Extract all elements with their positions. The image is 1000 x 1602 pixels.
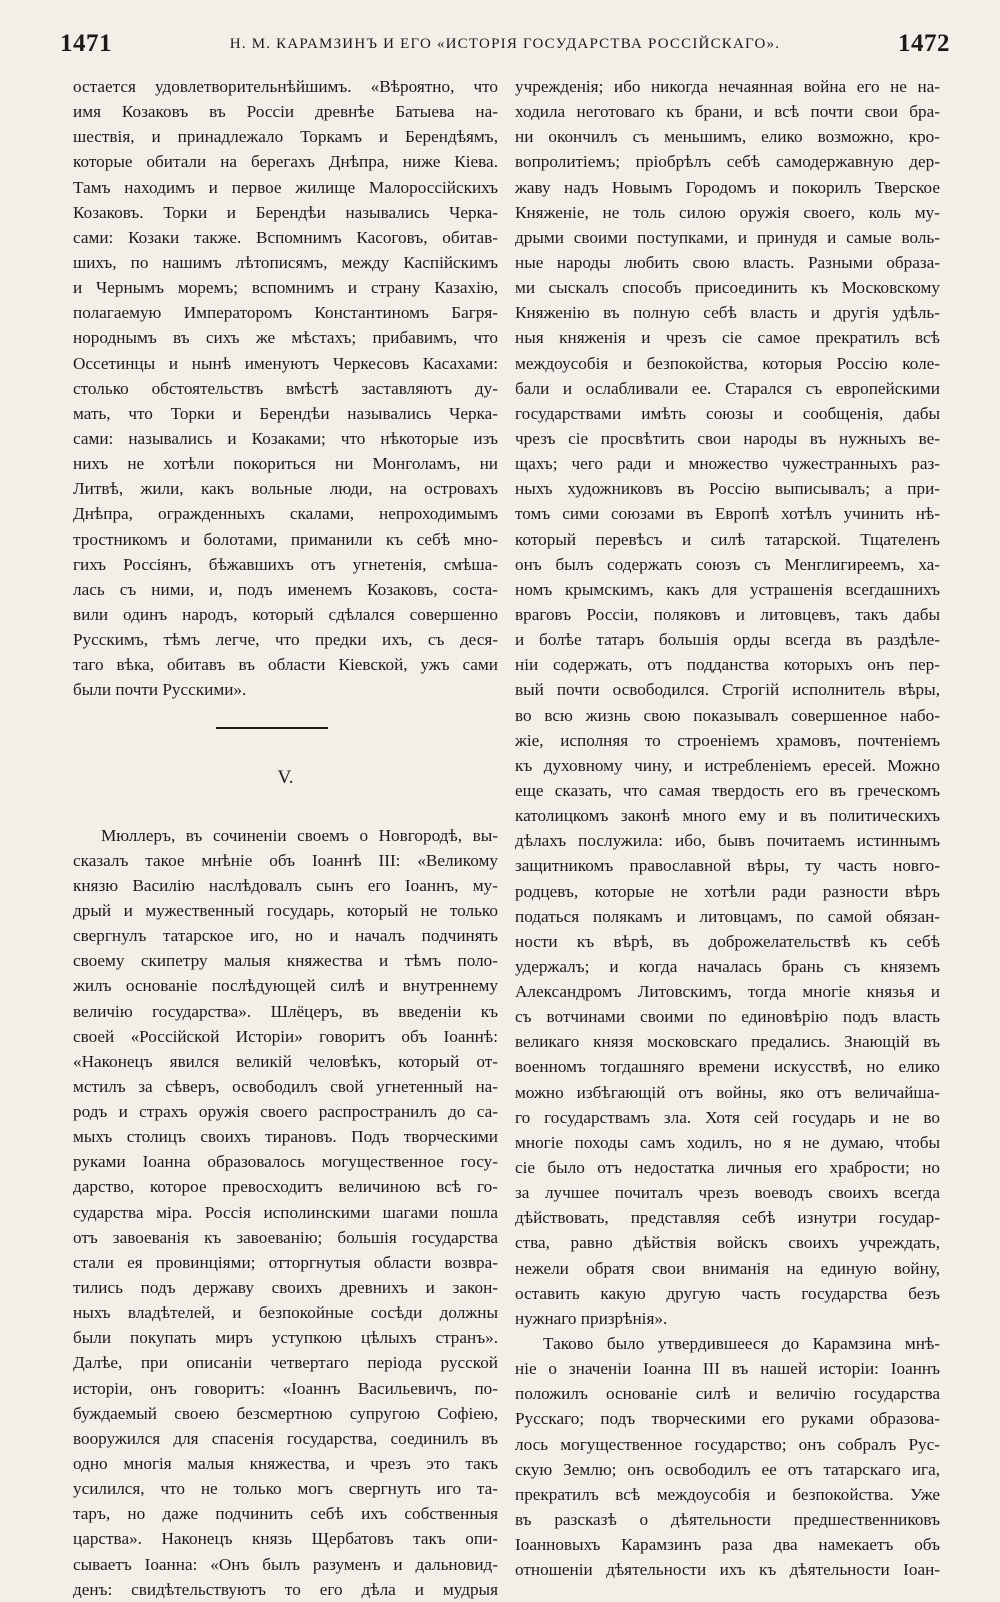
text-line: удержалъ; и когда началась брань съ княземъ: [515, 956, 940, 976]
text-line: щахъ; чего ради и множество чужестранныхъ раз-: [515, 454, 940, 474]
text-line: сами: назывались и Козаками; что нѣкоторые изъ: [73, 428, 498, 448]
right-column: [515, 74, 940, 1582]
text-line: жіе, исполняя то строеніемъ храмовъ, почтеніемъ: [515, 730, 940, 750]
text-line: томъ сими союзами въ Европѣ хотѣлъ учинить нѣ-: [515, 504, 940, 524]
text-line: во всю жизнь свою показывалъ совершенное набо-: [515, 705, 940, 725]
text-line: сударства міра. Россія исполинскими шагами пошла: [73, 1202, 498, 1222]
text-line: полагаемую Императоромъ Константиномъ Багря-: [73, 303, 498, 323]
section-heading: V.: [277, 766, 294, 788]
text-line: ные народы любить свою власть. Разными образа-: [515, 252, 940, 272]
text-line: оставить какую другую часть государства безъ: [515, 1283, 940, 1303]
text-line: таръ, но даже подчинить себѣ ихъ собственныя: [73, 1504, 498, 1524]
text-line: государствами имѣть союзы и сообщенія, дабы: [515, 403, 940, 423]
text-line: и Чернымъ моремъ; вспомнимъ и страну Казахію,: [73, 278, 498, 298]
text-line: ности къ вѣрѣ, въ доброжелательствѣ къ себѣ: [515, 931, 940, 951]
text-line: Русскимъ, тѣмъ легче, что предки ихъ, съ деся-: [73, 630, 498, 650]
text-line: въ разсказѣ о дѣятельности предшественниковъ: [515, 1510, 940, 1530]
text-line: дѣйствовать, представляя себѣ изнутри государ-: [515, 1208, 940, 1228]
left-bottom-text: [73, 823, 498, 1602]
text-line: таго вѣка, обитавъ въ области Кіевской, ужъ сами: [73, 655, 498, 675]
text-line: Таково было утвердившееся до Карамзина мнѣ-: [543, 1334, 940, 1354]
text-line: дѣлахъ послужила: ибо, бывъ почитаемъ истиннымъ: [515, 831, 940, 851]
text-line: руками Іоанна образовалось могущественное госу-: [73, 1152, 498, 1172]
text-line: и болѣе татаръ большія орды всегда въ раздѣле-: [515, 630, 940, 650]
divider-rule: [216, 727, 328, 729]
text-line: своей «Россійской Исторіи» говоритъ объ Іоаннѣ:: [73, 1026, 498, 1046]
text-line: мстилъ за сѣверъ, освободилъ свой угнетенный на-: [73, 1076, 498, 1096]
text-line: Тамъ находимъ и первое жилище Малороссійскихъ: [73, 177, 498, 197]
text-line: шествія, и принадлежало Торкамъ и Берендѣямъ,: [73, 127, 498, 147]
text-line: отношеніи дѣятельности ихъ къ дѣятельности Іоан-: [515, 1560, 940, 1580]
text-line: враговъ Россіи, поляковъ и литовцевъ, такъ дабы: [515, 604, 940, 624]
text-line: мать, что Торки и Берендѣи назывались Черка-: [73, 403, 498, 423]
text-line: къ духовному чину, и истребленіемъ ересей. Можно: [515, 755, 940, 775]
text-line: Княженіе, не толь силою оружія своего, коль му-: [515, 202, 940, 222]
text-line: сываетъ Іоанна: «Онъ былъ разуменъ и дальновид-: [73, 1554, 498, 1574]
text-line: ходила неготоваго къ брани, и всѣ почти свои бра-: [515, 102, 940, 122]
text-line: за лучшее почиталъ чрезъ воеводъ своихъ всегда: [515, 1183, 940, 1203]
text-line: вили одинъ народъ, который сдѣлался совершенно: [73, 604, 498, 624]
text-line: лась съ ними, и, подъ именемъ Козаковъ, соста-: [73, 579, 498, 599]
text-line: тились подъ державу своихъ древнихъ и закон-: [73, 1278, 498, 1298]
text-line: чрезъ сіе просвѣтить свои народы въ нужныхъ ве-: [515, 428, 940, 448]
text-line: военномъ тогдашняго времени искусствѣ, но елико: [515, 1057, 940, 1077]
text-line: ныя княженія и чрезъ сіе самое прекратилъ всѣ: [515, 328, 940, 348]
text-line: бали и ослабливали ее. Старался съ европейскими: [515, 378, 940, 398]
text-line: вый почти освободился. Строгій исполнитель вѣры,: [515, 680, 940, 700]
text-line: прекратилъ всѣ междоусобія и безпокойства. Уже: [515, 1484, 940, 1504]
page-header: [60, 30, 950, 64]
text-line: можно избѣгающій отъ войны, яко отъ величайша-: [515, 1082, 940, 1102]
text-line: имя Козаковъ въ Россіи древнѣе Батыева на-: [73, 102, 498, 122]
text-line: величію государства». Шлёцеръ, въ введеніи къ: [73, 1001, 498, 1021]
page-number-right: 1472: [898, 30, 950, 57]
text-line: дрыми своими поступками, и принудя и самые воль-: [515, 227, 940, 247]
left-top-text: [73, 74, 498, 703]
text-line: жилъ основаніе послѣдующей силѣ и внутреннему: [73, 976, 498, 996]
text-line: родцевъ, которые не хотѣли ради разности вѣръ: [515, 881, 940, 901]
text-line: съ вотчинами своими по единовѣрію подъ власть: [515, 1007, 940, 1027]
text-line: буждаемый своею безсмертною супругою Софіею,: [73, 1403, 498, 1423]
text-line: податься полякамъ и литовцамъ, по самой обязан-: [515, 906, 940, 926]
text-line: го государствамъ зла. Хотя сей государь и не во: [515, 1107, 940, 1127]
text-line: Русскаго; подъ творческими его руками образова-: [515, 1409, 940, 1429]
page-number-left: 1471: [60, 30, 112, 57]
text-line: Далѣе, при описаніи четвертаго періода русской: [73, 1353, 498, 1373]
running-title: Н. М. КАРАМЗИНЪ И ЕГО «ИСТОРІЯ ГОСУДАРСТВА РОССІЙСКАГО».: [229, 36, 781, 52]
left-column: [73, 74, 498, 1602]
text-line: князю Василію наслѣдовалъ сынъ его Іоаннъ, му-: [73, 875, 498, 895]
text-line: исторіи, онъ говоритъ: «Іоаннъ Васильевичъ, по-: [73, 1378, 498, 1398]
text-line: сказалъ такое мнѣніе объ Іоаннѣ III: «Великому: [73, 850, 498, 870]
text-line: Мюллеръ, въ сочиненіи своемъ о Новгородѣ, вы-: [101, 825, 498, 845]
text-line: «Наконецъ явился великій человѣкъ, который от-: [73, 1051, 498, 1071]
text-line: денъ: свидѣтельствуютъ то его дѣла и мудрыя: [73, 1579, 498, 1599]
text-line: вооружился для спасенія государства, соединилъ въ: [73, 1428, 498, 1448]
text-line: царства». Наконецъ князь Щербатовъ такъ опи-: [73, 1529, 498, 1549]
text-line: одно многія малыя княжества, и чрезъ это такъ: [73, 1454, 498, 1474]
text-line: ныхъ владѣтелей, и безпокойные сосѣди должны: [73, 1303, 498, 1323]
text-line: ніе о значеніи Іоанна III въ нашей исторіи: Іоаннъ: [515, 1359, 940, 1379]
text-line: мыхъ столицъ своихъ тирановъ. Подъ творческими: [73, 1127, 498, 1147]
text-line: ныхъ художниковъ въ Россію выписывалъ; а при-: [515, 479, 940, 499]
text-line: ми сыскалъ способъ присоединить къ Московскому: [515, 278, 940, 298]
text-line: Козаковъ. Торки и Берендѣи назывались Черка-: [73, 202, 498, 222]
text-line: великаго князя московскаго предались. Знающій въ: [515, 1032, 940, 1052]
text-line: учрежденія; ибо никогда нечаянная война его не на-: [515, 77, 940, 96]
text-line: ни окончилъ съ меньшимъ, елико возможно, кро-: [515, 127, 940, 147]
text-line: дрый и мужественный государь, который не только: [73, 900, 498, 920]
text-line: свергнулъ татарское иго, но и началъ подчинять: [73, 926, 498, 946]
text-line: междоусобія и безпокойства, которыя Россію коле-: [515, 353, 940, 373]
section-divider: [73, 703, 498, 753]
text-line: шихъ, по нашимъ лѣтописямъ, между Каспійскимъ: [73, 252, 498, 272]
text-line: были покупать миръ уступкою цѣлыхъ странъ».: [73, 1328, 498, 1348]
text-line: сами: Козаки также. Вспомнимъ Касоговъ, обитав-: [73, 227, 498, 247]
text-line: стали ея провинціями; отторгнутыя области возвра-: [73, 1252, 498, 1272]
text-line: Александромъ Литовскимъ, тогда многіе князья и: [515, 982, 940, 1002]
text-line: Княженію въ полную себѣ власть и другія удѣль-: [515, 303, 940, 323]
text-line: отъ завоеванія къ завоеванію; большія государства: [73, 1227, 498, 1247]
text-line: жаву надъ Новымъ Городомъ и покорилъ Тверское: [515, 177, 940, 197]
text-line: ства, равно дѣйствія войскъ своихъ учреждать,: [515, 1233, 940, 1253]
text-line: которые обитали на берегахъ Днѣпра, ниже Кіева.: [73, 152, 498, 172]
text-line: многіе походы самъ ходилъ, но я не думаю, чтобы: [515, 1132, 940, 1152]
text-line: своему скипетру малыя княжества и тѣмъ поло-: [73, 951, 498, 971]
text-line: нужнаго призрѣнія».: [515, 1308, 668, 1328]
text-line: Іоанновыхъ Карамзинъ раза два намекаетъ объ: [515, 1535, 940, 1555]
text-line: вопролитіемъ; пріобрѣлъ себѣ самодержавную дер-: [515, 152, 940, 172]
text-line: дарство, которое превосходитъ величиною всѣ го-: [73, 1177, 498, 1197]
text-line: были почти Русскими».: [73, 680, 247, 700]
text-line: еще сказать, что самая твердость его въ греческомъ: [515, 780, 940, 800]
text-line: Литвѣ, жили, какъ вольные люди, на островахъ: [73, 479, 498, 499]
text-line: онъ былъ содержать союзъ съ Менглигиреемъ, ха-: [515, 554, 940, 574]
text-line: усилился, что не только могъ свергнуть иго та-: [73, 1479, 498, 1499]
text-line: лось могущественное государство; онъ собралъ Рус-: [515, 1434, 940, 1454]
text-line: который перевѣсъ и силѣ татарской. Тщателенъ: [515, 529, 940, 549]
text-line: скую Землю; онъ освободилъ ее отъ татарскаго ига,: [515, 1459, 940, 1479]
text-line: католицкомъ законѣ много ему и въ политическихъ: [515, 806, 940, 826]
text-line: гихъ Россіянъ, бѣжавшихъ отъ угнетенія, смѣша-: [73, 554, 498, 574]
text-line: столько обстоятельствъ вмѣстѣ заставляютъ ду-: [73, 378, 498, 398]
text-line: тростникомъ и болотами, приманили къ себѣ мно-: [73, 529, 498, 549]
text-line: Оссетинцы и нынѣ именуютъ Черкесовъ Касахами:: [73, 353, 498, 373]
text-line: остается удовлетворительнѣйшимъ. «Вѣроятно, что: [73, 77, 498, 96]
text-line: нороднымъ въ сихъ же мѣстахъ; прибавимъ, что: [73, 328, 498, 348]
text-line: нежели обратя свои вниманія на единую войну,: [515, 1258, 940, 1278]
text-line: нихъ не хотѣли покориться ни Монголамъ, ни: [73, 454, 498, 474]
text-line: сіе было отъ недостатка личныя его храбрости; но: [515, 1158, 940, 1178]
text-line: номъ крымскимъ, какъ для устрашенія всегдашнихъ: [515, 579, 940, 599]
text-line: ніи содержать, отъ подданства которыхъ онъ пер-: [515, 655, 940, 675]
text-line: родъ и страхъ оружія своего распространилъ до са-: [73, 1102, 498, 1122]
text-line: положилъ основаніе силѣ и величію государства: [515, 1384, 940, 1404]
text-line: Днѣпра, огражденныхъ скалами, непроходимымъ: [73, 504, 498, 524]
text-line: защитникомъ православной вѣры, ту часть новго-: [515, 856, 940, 876]
